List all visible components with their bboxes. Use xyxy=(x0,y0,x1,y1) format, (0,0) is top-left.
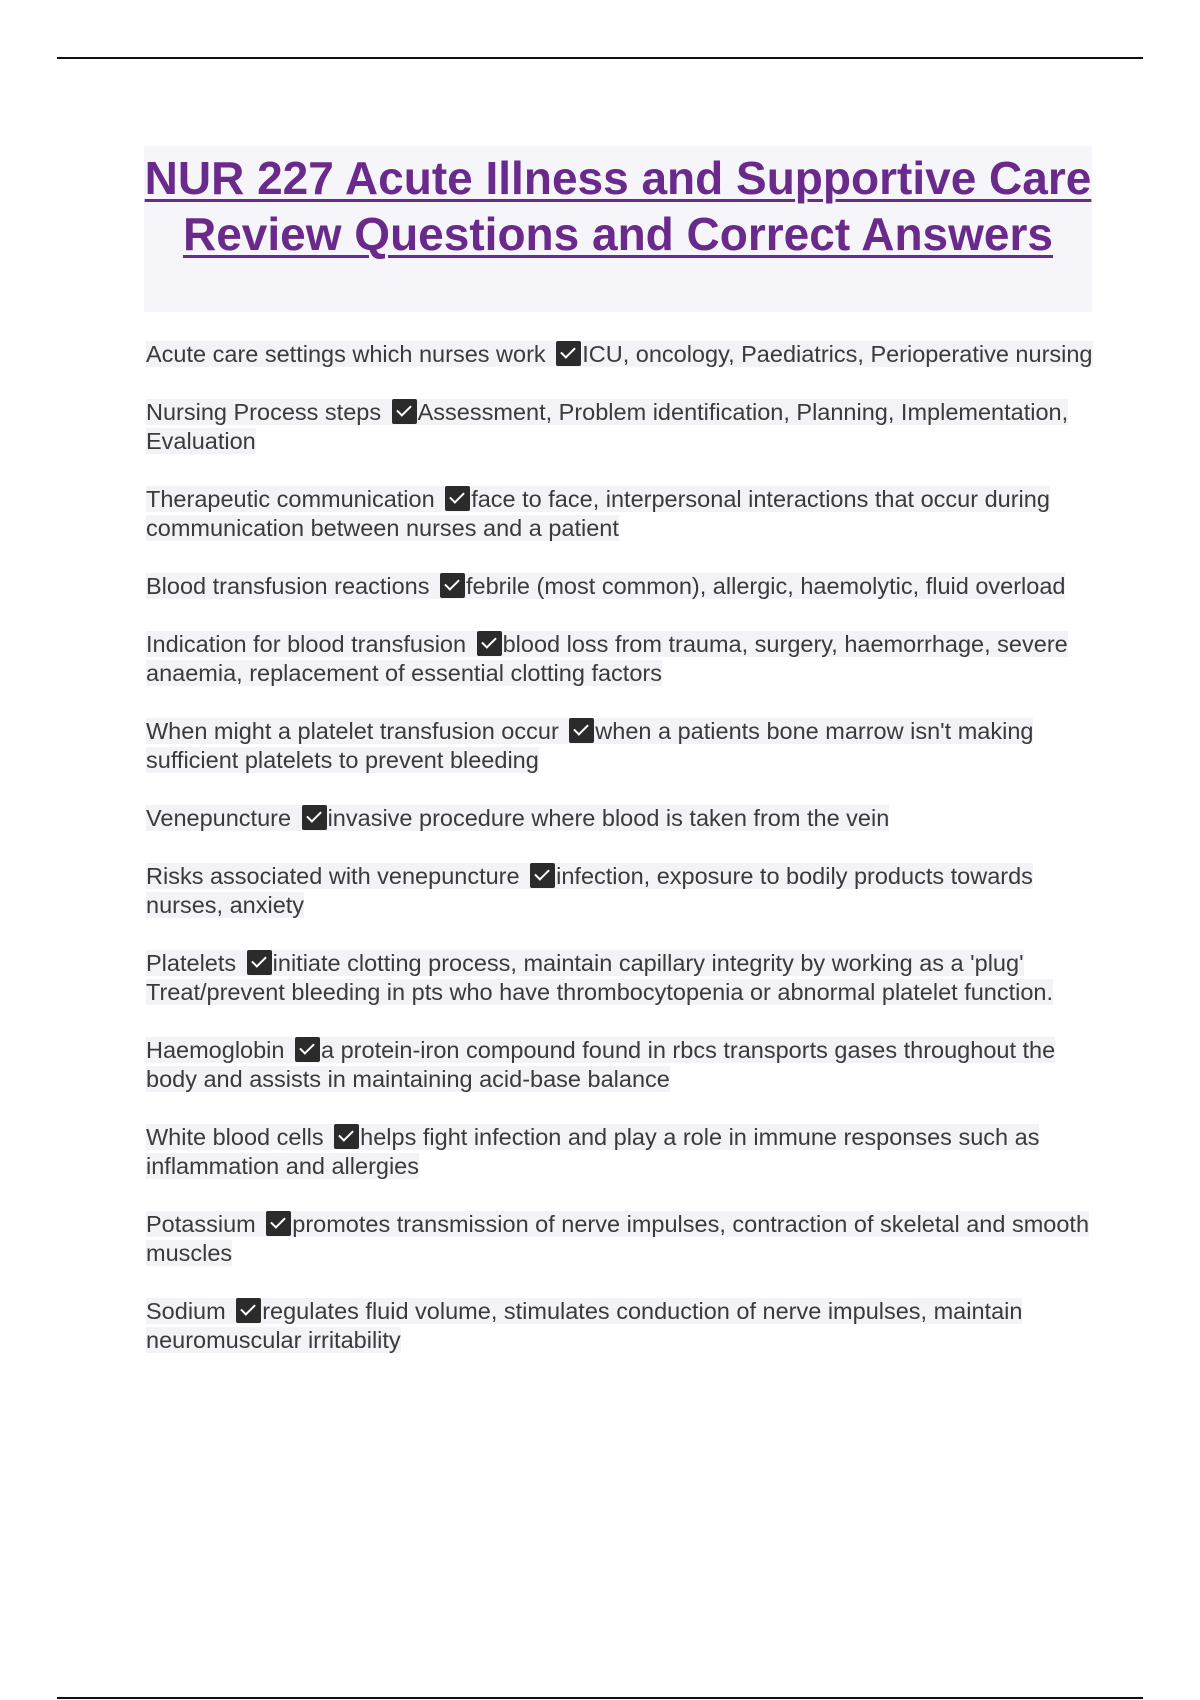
qa-item xyxy=(146,949,1096,1007)
checkmark-box-icon xyxy=(530,863,555,888)
checkmark-box-icon xyxy=(295,1037,320,1062)
checkmark-box-icon xyxy=(247,950,272,975)
question-text: Nursing Process steps xyxy=(146,399,382,425)
question-text: Sodium xyxy=(146,1298,226,1324)
checkmark-box-icon xyxy=(392,399,417,424)
question-text: Risks associated with venepuncture xyxy=(146,863,520,889)
answer-text: initiate clotting process, maintain capillary integrity by working as a 'plug' Treat/prevent bleeding in pts who have thrombocytopenia or abnormal platelet function. xyxy=(146,950,1054,1005)
title-block xyxy=(144,146,1092,312)
answer-text: helps fight infection and play a role in immune responses such as inflammation and allergies xyxy=(146,1124,1040,1179)
question-text: Acute care settings which nurses work xyxy=(146,341,546,367)
question-text: Blood transfusion reactions xyxy=(146,573,430,599)
question-text: Potassium xyxy=(146,1211,256,1237)
question-text: White blood cells xyxy=(146,1124,324,1150)
qa-item xyxy=(146,485,1096,543)
checkmark-box-icon xyxy=(569,718,594,743)
answer-text: promotes transmission of nerve impulses, contraction of skeletal and smooth muscles xyxy=(146,1211,1090,1266)
qa-item xyxy=(146,804,1096,833)
checkmark-box-icon xyxy=(302,805,327,830)
question-text: Therapeutic communication xyxy=(146,486,435,512)
qa-item xyxy=(146,572,1096,601)
checkmark-box-icon xyxy=(440,573,465,598)
answer-text: a protein-iron compound found in rbcs transports gases throughout the body and assists in maintaining acid-base balance xyxy=(146,1037,1056,1092)
bottom-divider xyxy=(57,1697,1143,1699)
checkmark-box-icon xyxy=(445,486,470,511)
qa-item xyxy=(146,340,1096,369)
answer-text: face to face, interpersonal interactions that occur during communication between nurses and a patient xyxy=(146,486,1050,541)
answer-text: when a patients bone marrow isn't making sufficient platelets to prevent bleeding xyxy=(146,718,1034,773)
qa-item xyxy=(146,1123,1096,1181)
answer-text: ICU, oncology, Paediatrics, Perioperative nursing xyxy=(582,341,1093,367)
qa-item xyxy=(146,862,1096,920)
answer-text: febrile (most common), allergic, haemolytic, fluid overload xyxy=(466,573,1066,599)
qa-item xyxy=(146,398,1096,456)
qa-list xyxy=(146,340,1096,1384)
question-text: Venepuncture xyxy=(146,805,292,831)
answer-text: blood loss from trauma, surgery, haemorrhage, severe anaemia, replacement of essential clotting factors xyxy=(146,631,1068,686)
checkmark-box-icon xyxy=(556,341,581,366)
top-divider xyxy=(57,57,1143,59)
question-text: Platelets xyxy=(146,950,237,976)
qa-item xyxy=(146,717,1096,775)
qa-item xyxy=(146,630,1096,688)
checkmark-box-icon xyxy=(236,1298,261,1323)
checkmark-box-icon xyxy=(266,1211,291,1236)
question-text: When might a platelet transfusion occur xyxy=(146,718,559,744)
answer-text: invasive procedure where blood is taken from the vein xyxy=(327,805,890,831)
qa-item xyxy=(146,1036,1096,1094)
checkmark-box-icon xyxy=(334,1124,359,1149)
answer-text: Assessment, Problem identification, Planning, Implementation, Evaluation xyxy=(146,399,1069,454)
question-text: Haemoglobin xyxy=(146,1037,285,1063)
question-text: Indication for blood transfusion xyxy=(146,631,467,657)
qa-item xyxy=(146,1210,1096,1268)
answer-text: regulates fluid volume, stimulates conduction of nerve impulses, maintain neuromuscular irritability xyxy=(146,1298,1023,1353)
document-title: NUR 227 Acute Illness and Supportive Care Review Questions and Correct Answers xyxy=(144,152,1092,260)
qa-item xyxy=(146,1297,1096,1355)
checkmark-box-icon xyxy=(477,631,502,656)
answer-text: infection, exposure to bodily products towards nurses, anxiety xyxy=(146,863,1033,918)
